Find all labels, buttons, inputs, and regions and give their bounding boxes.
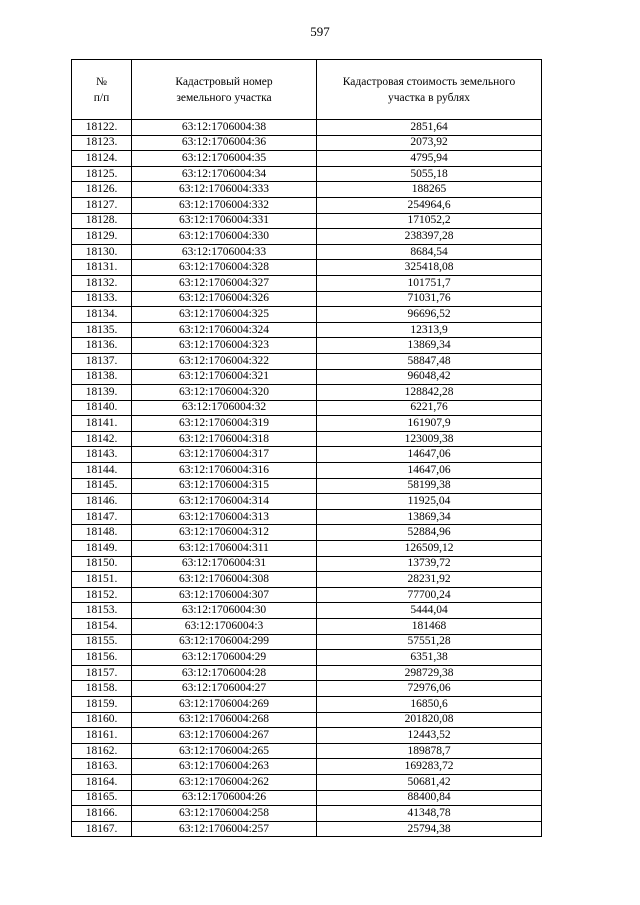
row-number-cell: 18122. [72, 120, 132, 136]
table-row [72, 431, 542, 447]
row-number-cell: 18163. [72, 759, 132, 775]
cadastral-value-cell: 72976,06 [317, 681, 542, 697]
cadastral-value-cell: 171052,2 [317, 213, 542, 229]
page-number: 597 [310, 24, 330, 39]
cadastral-number-cell: 63:12:1706004:318 [132, 431, 317, 447]
row-number-cell: 18125. [72, 166, 132, 182]
row-number-cell: 18137. [72, 353, 132, 369]
column-header-cadastral-number [132, 60, 317, 120]
cadastral-number-cell: 63:12:1706004:29 [132, 650, 317, 666]
row-number-cell: 18146. [72, 494, 132, 510]
row-number-cell: 18136. [72, 338, 132, 354]
cadastral-number-cell: 63:12:1706004:333 [132, 182, 317, 198]
cadastral-value-cell: 8684,54 [317, 244, 542, 260]
cadastral-number-cell: 63:12:1706004:38 [132, 120, 317, 136]
cadastral-number-cell: 63:12:1706004:331 [132, 213, 317, 229]
table-row [72, 478, 542, 494]
cadastral-value-cell: 181468 [317, 619, 542, 635]
cadastral-number-cell: 63:12:1706004:314 [132, 494, 317, 510]
row-number-cell: 18127. [72, 197, 132, 213]
table-row [72, 728, 542, 744]
cadastral-number-cell: 63:12:1706004:3 [132, 619, 317, 635]
cadastral-number-cell: 63:12:1706004:320 [132, 385, 317, 401]
row-number-cell: 18143. [72, 447, 132, 463]
table-row [72, 665, 542, 681]
cadastral-number-cell: 63:12:1706004:315 [132, 478, 317, 494]
cadastral-number-cell: 63:12:1706004:332 [132, 197, 317, 213]
cadastral-value-cell: 201820,08 [317, 712, 542, 728]
table-row [72, 634, 542, 650]
table-row [72, 229, 542, 245]
cadastral-number-cell: 63:12:1706004:325 [132, 307, 317, 323]
table-row [72, 619, 542, 635]
cadastral-value-cell: 14647,06 [317, 447, 542, 463]
cadastral-number-cell: 63:12:1706004:328 [132, 260, 317, 276]
table-row [72, 447, 542, 463]
table-row [72, 275, 542, 291]
cadastral-number-cell: 63:12:1706004:267 [132, 728, 317, 744]
cadastral-number-cell: 63:12:1706004:317 [132, 447, 317, 463]
cadastral-number-cell: 63:12:1706004:326 [132, 291, 317, 307]
table-row [72, 806, 542, 822]
cadastral-number-cell: 63:12:1706004:32 [132, 400, 317, 416]
cadastral-value-cell: 12443,52 [317, 728, 542, 744]
cadastral-value-cell: 2073,92 [317, 135, 542, 151]
row-number-cell: 18123. [72, 135, 132, 151]
cadastral-value-cell: 6221,76 [317, 400, 542, 416]
cadastral-number-cell: 63:12:1706004:27 [132, 681, 317, 697]
row-number-cell: 18165. [72, 790, 132, 806]
cadastral-value-cell: 58847,48 [317, 353, 542, 369]
row-number-cell: 18150. [72, 556, 132, 572]
row-number-cell: 18152. [72, 587, 132, 603]
row-number-cell: 18153. [72, 603, 132, 619]
cadastral-number-cell: 63:12:1706004:265 [132, 743, 317, 759]
cadastral-value-cell: 128842,28 [317, 385, 542, 401]
cadastral-value-cell: 126509,12 [317, 541, 542, 557]
table-row [72, 525, 542, 541]
cadastral-number-cell: 63:12:1706004:321 [132, 369, 317, 385]
cadastral-value-cell: 28231,92 [317, 572, 542, 588]
row-number-cell: 18134. [72, 307, 132, 323]
table-row [72, 790, 542, 806]
cadastral-value-cell: 188265 [317, 182, 542, 198]
cadastral-number-cell: 63:12:1706004:313 [132, 509, 317, 525]
row-number-cell: 18128. [72, 213, 132, 229]
table-row [72, 400, 542, 416]
cadastral-value-cell: 88400,84 [317, 790, 542, 806]
row-number-cell: 18160. [72, 712, 132, 728]
table-row [72, 353, 542, 369]
table-row [72, 213, 542, 229]
row-number-cell: 18135. [72, 322, 132, 338]
row-number-cell: 18140. [72, 400, 132, 416]
cadastral-value-cell: 14647,06 [317, 463, 542, 479]
cadastral-number-cell: 63:12:1706004:263 [132, 759, 317, 775]
cadastral-number-cell: 63:12:1706004:35 [132, 151, 317, 167]
table-row [72, 338, 542, 354]
cadastral-value-cell: 6351,38 [317, 650, 542, 666]
header-number-line1: № [96, 75, 107, 88]
row-number-cell: 18151. [72, 572, 132, 588]
row-number-cell: 18154. [72, 619, 132, 635]
cadastral-value-cell: 4795,94 [317, 151, 542, 167]
table-row [72, 369, 542, 385]
cadastral-number-cell: 63:12:1706004:269 [132, 696, 317, 712]
table-row [72, 494, 542, 510]
table-body [72, 120, 542, 837]
cadastral-value-cell: 123009,38 [317, 431, 542, 447]
cadastral-number-cell: 63:12:1706004:327 [132, 275, 317, 291]
cadastral-number-cell: 63:12:1706004:262 [132, 774, 317, 790]
cadastral-value-cell: 238397,28 [317, 229, 542, 245]
table-row [72, 416, 542, 432]
cadastral-value-cell: 71031,76 [317, 291, 542, 307]
table-row [72, 681, 542, 697]
row-number-cell: 18129. [72, 229, 132, 245]
cadastral-value-cell: 96048,42 [317, 369, 542, 385]
cadastral-number-cell: 63:12:1706004:258 [132, 806, 317, 822]
cadastral-number-cell: 63:12:1706004:308 [132, 572, 317, 588]
cadastral-value-cell: 298729,38 [317, 665, 542, 681]
row-number-cell: 18130. [72, 244, 132, 260]
table-row [72, 821, 542, 837]
row-number-cell: 18157. [72, 665, 132, 681]
cadastral-value-cell: 189878,7 [317, 743, 542, 759]
cadastral-number-cell: 63:12:1706004:316 [132, 463, 317, 479]
table-row [72, 260, 542, 276]
row-number-cell: 18149. [72, 541, 132, 557]
header-cadastral-line1: Кадастровый номер [175, 75, 273, 88]
cadastral-value-cell: 77700,24 [317, 587, 542, 603]
cadastral-value-cell: 41348,78 [317, 806, 542, 822]
row-number-cell: 18133. [72, 291, 132, 307]
table-row [72, 182, 542, 198]
table-row [72, 743, 542, 759]
table-row [72, 197, 542, 213]
table-row [72, 603, 542, 619]
cadastral-number-cell: 63:12:1706004:330 [132, 229, 317, 245]
cadastral-value-cell: 50681,42 [317, 774, 542, 790]
cadastral-number-cell: 63:12:1706004:34 [132, 166, 317, 182]
cadastral-value-cell: 16850,6 [317, 696, 542, 712]
row-number-cell: 18159. [72, 696, 132, 712]
row-number-cell: 18164. [72, 774, 132, 790]
row-number-cell: 18156. [72, 650, 132, 666]
table-row [72, 509, 542, 525]
table-row [72, 307, 542, 323]
row-number-cell: 18144. [72, 463, 132, 479]
cadastral-value-cell: 52884,96 [317, 525, 542, 541]
table-row [72, 166, 542, 182]
cadastral-number-cell: 63:12:1706004:31 [132, 556, 317, 572]
cadastral-value-cell: 13869,34 [317, 509, 542, 525]
table-row [72, 556, 542, 572]
table-row [72, 151, 542, 167]
row-number-cell: 18138. [72, 369, 132, 385]
cadastral-number-cell: 63:12:1706004:28 [132, 665, 317, 681]
row-number-cell: 18162. [72, 743, 132, 759]
cadastral-number-cell: 63:12:1706004:36 [132, 135, 317, 151]
cadastral-value-cell: 325418,08 [317, 260, 542, 276]
cadastral-value-cell: 254964,6 [317, 197, 542, 213]
cadastral-value-cell: 2851,64 [317, 120, 542, 136]
row-number-cell: 18141. [72, 416, 132, 432]
cadastral-value-cell: 161907,9 [317, 416, 542, 432]
cadastral-number-cell: 63:12:1706004:312 [132, 525, 317, 541]
table-row [72, 759, 542, 775]
header-value-line1: Кадастровая стоимость земельного [342, 75, 516, 88]
row-number-cell: 18126. [72, 182, 132, 198]
row-number-cell: 18145. [72, 478, 132, 494]
cadastral-number-cell: 63:12:1706004:268 [132, 712, 317, 728]
table-row [72, 587, 542, 603]
row-number-cell: 18124. [72, 151, 132, 167]
row-number-cell: 18148. [72, 525, 132, 541]
table-row [72, 244, 542, 260]
cadastral-value-cell: 169283,72 [317, 759, 542, 775]
row-number-cell: 18155. [72, 634, 132, 650]
cadastral-number-cell: 63:12:1706004:257 [132, 821, 317, 837]
header-cadastral-line2: земельного участка [176, 91, 272, 104]
cadastral-value-cell: 13869,34 [317, 338, 542, 354]
cadastral-value-cell: 13739,72 [317, 556, 542, 572]
cadastral-number-cell: 63:12:1706004:322 [132, 353, 317, 369]
row-number-cell: 18132. [72, 275, 132, 291]
column-header-cadastral-value [317, 60, 542, 120]
cadastral-number-cell: 63:12:1706004:307 [132, 587, 317, 603]
cadastral-value-cell: 25794,38 [317, 821, 542, 837]
table-header-row [72, 60, 542, 120]
row-number-cell: 18167. [72, 821, 132, 837]
table-row [72, 385, 542, 401]
table-row [72, 712, 542, 728]
row-number-cell: 18142. [72, 431, 132, 447]
cadastral-value-cell: 5055,18 [317, 166, 542, 182]
row-number-cell: 18166. [72, 806, 132, 822]
row-number-cell: 18161. [72, 728, 132, 744]
row-number-cell: 18131. [72, 260, 132, 276]
cadastral-value-cell: 58199,38 [317, 478, 542, 494]
cadastral-number-cell: 63:12:1706004:319 [132, 416, 317, 432]
cadastral-value-table [71, 59, 542, 837]
row-number-cell: 18158. [72, 681, 132, 697]
cadastral-value-cell: 5444,04 [317, 603, 542, 619]
cadastral-value-cell: 101751,7 [317, 275, 542, 291]
table-row [72, 291, 542, 307]
row-number-cell: 18139. [72, 385, 132, 401]
cadastral-number-cell: 63:12:1706004:299 [132, 634, 317, 650]
cadastral-number-cell: 63:12:1706004:324 [132, 322, 317, 338]
row-number-cell: 18147. [72, 509, 132, 525]
table-row [72, 572, 542, 588]
header-value-line2: участка в рублях [387, 91, 470, 104]
table-row [72, 135, 542, 151]
table-row [72, 120, 542, 136]
cadastral-value-cell: 11925,04 [317, 494, 542, 510]
cadastral-value-cell: 96696,52 [317, 307, 542, 323]
cadastral-value-cell: 12313,9 [317, 322, 542, 338]
table-row [72, 696, 542, 712]
table-row [72, 463, 542, 479]
table-row [72, 650, 542, 666]
cadastral-number-cell: 63:12:1706004:26 [132, 790, 317, 806]
column-header-number [72, 60, 132, 120]
cadastral-number-cell: 63:12:1706004:30 [132, 603, 317, 619]
cadastral-number-cell: 63:12:1706004:33 [132, 244, 317, 260]
table-row [72, 322, 542, 338]
table-row [72, 774, 542, 790]
header-number-line2: п/п [93, 91, 110, 104]
cadastral-number-cell: 63:12:1706004:323 [132, 338, 317, 354]
cadastral-number-cell: 63:12:1706004:311 [132, 541, 317, 557]
cadastral-value-cell: 57551,28 [317, 634, 542, 650]
table-row [72, 541, 542, 557]
